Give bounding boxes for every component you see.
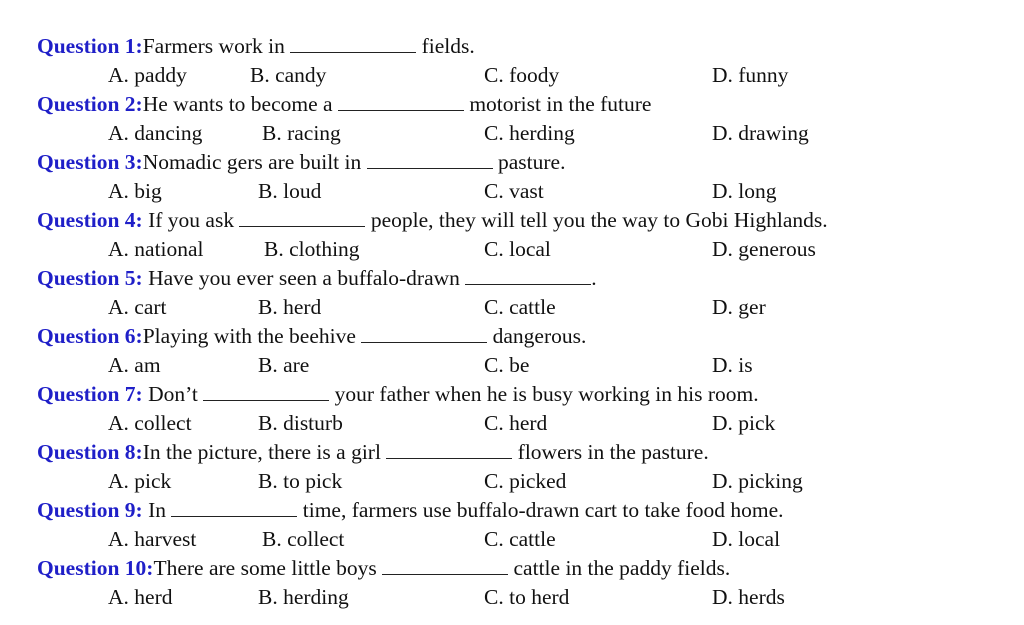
option-a[interactable]: A. herd [108,585,173,609]
answer-blank [338,96,464,111]
option-d[interactable]: D. local [712,527,781,551]
options-row [37,61,997,90]
options-row [37,467,997,496]
option-d[interactable]: D. funny [712,63,789,87]
options-row [37,177,997,206]
answer-blank [290,38,416,53]
question-item [37,148,997,206]
option-b[interactable]: B. disturb [258,411,343,435]
stem-text-before: Have you ever seen a buffalo-drawn [142,266,466,290]
stem-text-after: pasture. [492,150,566,174]
option-c[interactable]: C. be [484,353,530,377]
answer-blank [203,386,329,401]
question-item [37,32,997,90]
question-label: Question 5: [37,266,143,290]
stem-text-after: cattle in the paddy fields. [508,556,731,580]
question-stem [37,380,997,409]
question-item [37,206,997,264]
question-stem [37,90,997,119]
option-c[interactable]: C. herd [484,411,548,435]
options-row [37,583,997,612]
options-row [37,293,997,322]
question-stem [37,206,997,235]
question-stem [37,148,997,177]
option-c[interactable]: C. foody [484,63,560,87]
option-c[interactable]: C. local [484,237,551,261]
question-stem [37,32,997,61]
answer-blank [171,502,297,517]
answer-blank [465,270,591,285]
stem-text-before: He wants to become a [142,92,338,116]
stem-text-after: time, farmers use buffalo-drawn cart to take food home. [297,498,784,522]
answer-blank [367,154,493,169]
question-label: Question 2: [37,92,143,116]
stem-text-before: Don’t [142,382,204,406]
answer-blank [361,328,487,343]
stem-text-before: Farmers work in [142,34,291,58]
option-b[interactable]: B. candy [250,63,327,87]
option-b[interactable]: B. racing [262,121,341,145]
stem-text-after: your father when he is busy working in his room. [329,382,759,406]
option-b[interactable]: B. are [258,353,310,377]
option-b[interactable]: B. loud [258,179,322,203]
stem-text-before: Playing with the beehive [142,324,362,348]
option-b[interactable]: B. herd [258,295,322,319]
quiz-sheet [37,32,997,612]
option-a[interactable]: A. dancing [108,121,203,145]
options-row [37,409,997,438]
stem-text-before: In the picture, there is a girl [142,440,387,464]
option-d[interactable]: D. pick [712,411,776,435]
option-d[interactable]: D. long [712,179,777,203]
option-a[interactable]: A. collect [108,411,192,435]
question-item [37,322,997,380]
option-c[interactable]: C. herding [484,121,575,145]
question-label: Question 8: [37,440,143,464]
stem-text-after: . [591,266,597,290]
question-label: Question 4: [37,208,143,232]
option-d[interactable]: D. generous [712,237,816,261]
answer-blank [239,212,365,227]
option-a[interactable]: A. big [108,179,162,203]
options-row [37,119,997,148]
question-item [37,496,997,554]
question-stem [37,438,997,467]
option-d[interactable]: D. drawing [712,121,809,145]
question-stem [37,496,997,525]
stem-text-before: In [142,498,172,522]
question-label: Question 9: [37,498,143,522]
option-b[interactable]: B. to pick [258,469,343,493]
answer-blank [386,444,512,459]
question-stem [37,554,997,583]
option-a[interactable]: A. harvest [108,527,197,551]
option-a[interactable]: A. national [108,237,204,261]
option-d[interactable]: D. ger [712,295,766,319]
option-c[interactable]: C. to herd [484,585,570,609]
option-b[interactable]: B. herding [258,585,349,609]
question-label: Question 3: [37,150,143,174]
option-b[interactable]: B. clothing [264,237,360,261]
option-b[interactable]: B. collect [262,527,345,551]
options-row [37,351,997,380]
stem-text-after: people, they will tell you the way to Gobi Highlands. [365,208,828,232]
option-c[interactable]: C. cattle [484,527,556,551]
option-c[interactable]: C. cattle [484,295,556,319]
option-a[interactable]: A. cart [108,295,167,319]
option-d[interactable]: D. herds [712,585,785,609]
stem-text-before: There are some little boys [153,556,383,580]
question-label: Question 1: [37,34,143,58]
question-item [37,438,997,496]
stem-text-after: flowers in the pasture. [512,440,709,464]
question-item [37,90,997,148]
stem-text-after: motorist in the future [463,92,652,116]
option-d[interactable]: D. picking [712,469,803,493]
question-label: Question 6: [37,324,143,348]
question-item [37,380,997,438]
answer-blank [382,560,508,575]
question-label: Question 10: [37,556,154,580]
options-row [37,525,997,554]
option-a[interactable]: A. pick [108,469,172,493]
question-label: Question 7: [37,382,143,406]
option-d[interactable]: D. is [712,353,753,377]
option-a[interactable]: A. am [108,353,161,377]
stem-text-after: fields. [416,34,475,58]
stem-text-before: Nomadic gers are built in [142,150,367,174]
question-stem [37,322,997,351]
option-a[interactable]: A. paddy [108,63,187,87]
stem-text-after: dangerous. [487,324,587,348]
options-row [37,235,997,264]
option-c[interactable]: C. picked [484,469,567,493]
option-c[interactable]: C. vast [484,179,544,203]
stem-text-before: If you ask [142,208,240,232]
question-item [37,264,997,322]
question-item [37,554,997,612]
question-stem [37,264,997,293]
